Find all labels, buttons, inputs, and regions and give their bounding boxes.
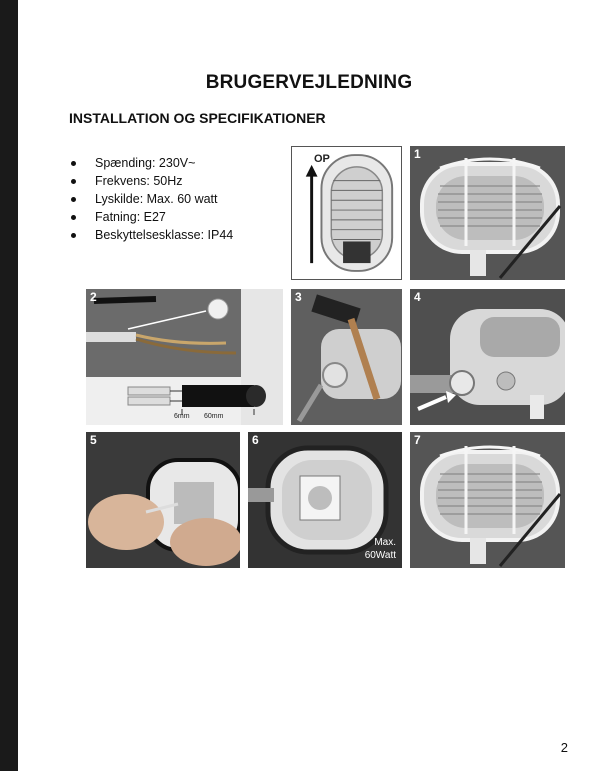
step-2-image (86, 289, 283, 425)
lamp-front-illustration (292, 147, 401, 279)
left-margin-bar (0, 0, 18, 771)
hammer-illustration (291, 289, 402, 425)
step-6-number: 6 (252, 433, 259, 447)
strip-length-short: 6mm (174, 413, 190, 420)
cable-gland-illustration (410, 289, 565, 425)
spec-socket: Fatning: E27 (69, 208, 233, 226)
spec-voltage: Spænding: 230V~ (69, 154, 233, 172)
socket-wiring-illustration (86, 432, 240, 568)
step-6-image (248, 432, 402, 568)
step-7-image (410, 432, 565, 568)
orientation-label: OP (314, 153, 330, 165)
page-title: BRUGERVEJLEDNING (205, 72, 413, 93)
step-5-number: 5 (90, 433, 97, 447)
step-4-image (410, 289, 565, 425)
section-heading: INSTALLATION OG SPECIFIKATIONER (69, 110, 326, 126)
step-7-number: 7 (414, 433, 421, 447)
step-3-number: 3 (295, 290, 302, 304)
max-wattage-caption (365, 536, 396, 562)
step-2-number: 2 (90, 290, 97, 304)
step-3-image (291, 289, 402, 425)
step-4-number: 4 (414, 290, 421, 304)
assembled-lamp-illustration (410, 432, 565, 568)
step-1-image (410, 146, 565, 280)
spec-list (69, 154, 233, 244)
max-wattage-line-2: 60Watt (364, 550, 396, 561)
step-1-number: 1 (414, 147, 421, 161)
max-wattage-line-1: Max. (374, 537, 396, 548)
strip-length-long: 60mm (204, 413, 224, 420)
spec-protection-class: Beskyttelsesklasse: IP44 (69, 226, 233, 244)
spec-frequency: Frekvens: 50Hz (69, 172, 233, 190)
orientation-image (291, 146, 402, 280)
spec-light-source: Lyskilde: Max. 60 watt (69, 190, 233, 208)
cable-strip-illustration (86, 289, 283, 425)
step-5-image (86, 432, 240, 568)
page-number: 2 (560, 740, 568, 755)
lamp-cage-illustration (410, 146, 565, 280)
